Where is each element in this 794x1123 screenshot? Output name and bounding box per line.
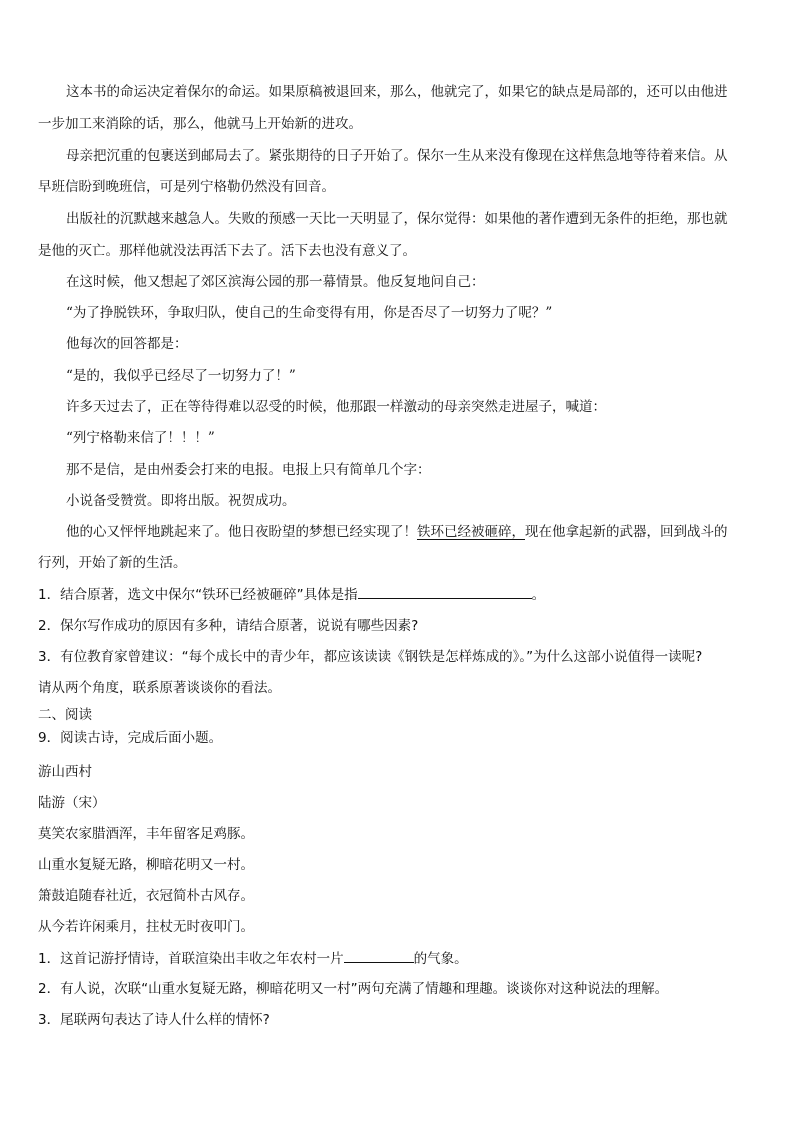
story-p1-line1: 这本书的命运决定着保尔的命运。如果原稿被退回来，那么，他就完了，如果它的缺点是局部的，还可以由他进 bbox=[66, 84, 728, 100]
story-p7-quote: “是的，我似乎已经尽了一切努力了！” bbox=[66, 368, 296, 384]
question-a3-line1: 3．有位教育家曾建议：“每个成长中的青少年，都应该读读《钢铁是怎样炼成的》。”为什么这部小说值得一读呢? bbox=[38, 649, 703, 665]
story-p11-telegram: 小说备受赞赏。即将出版。祝贺成功。 bbox=[66, 493, 296, 509]
poem-author: 陆游（宋） bbox=[38, 795, 106, 811]
story-p5-quote: “为了挣脱铁环，争取归队，使自己的生命变得有用，你是否尽了一切努力了呢？” bbox=[66, 305, 553, 321]
question-a2: 2．保尔写作成功的原因有多种，请结合原著，说说有哪些因素? bbox=[38, 618, 419, 634]
story-p4: 在这时候，他又想起了郊区滨海公园的那一幕情景。他反复地问自己： bbox=[66, 274, 485, 290]
section-heading: 二、阅读 bbox=[38, 707, 92, 723]
question-a3-line2: 请从两个角度，联系原著谈谈你的看法。 bbox=[38, 680, 281, 696]
answer-blank-a1[interactable] bbox=[358, 584, 532, 599]
story-p9-quote: “列宁格勒来信了！！！” bbox=[66, 430, 215, 446]
story-p10: 那不是信，是由州委会打来的电报。电报上只有简单几个字： bbox=[66, 462, 431, 478]
question-b1 bbox=[38, 948, 758, 969]
answer-blank-b1[interactable] bbox=[344, 948, 414, 963]
question-a1 bbox=[38, 584, 758, 605]
story-p12-text-a: 他的心又怦怦地跳起来了。他日夜盼望的梦想已经实现了！ bbox=[66, 524, 417, 540]
story-p2-line1: 母亲把沉重的包裹送到邮局去了。紧张期待的日子开始了。保尔一生从来没有像现在这样焦急地等待着来信。从 bbox=[66, 148, 728, 164]
story-p12-text-b: 现在他拿起新的武器，回到战斗的 bbox=[525, 524, 728, 540]
story-p8: 许多天过去了，正在等待得难以忍受的时候，他那跟一样激动的母亲突然走进屋子，喊道： bbox=[66, 399, 606, 415]
story-p6: 他每次的回答都是： bbox=[66, 336, 188, 352]
poem-line-3: 箫鼓追随春社近，衣冠简朴古风存。 bbox=[38, 888, 254, 904]
question-b1-text: 1．这首记游抒情诗，首联渲染出丰收之年农村一片 bbox=[38, 951, 344, 967]
question-9-prompt: 9．阅读古诗，完成后面小题。 bbox=[38, 730, 223, 746]
story-p12-underlined-phrase: 铁环已经被砸碎， bbox=[417, 524, 525, 540]
story-p12-line1 bbox=[66, 522, 758, 542]
poem-line-2: 山重水复疑无路，柳暗花明又一村。 bbox=[38, 857, 254, 873]
story-p12-line2: 行列，开始了新的生活。 bbox=[38, 555, 187, 571]
story-p3-line1: 出版社的沉默越来越急人。失败的预感一天比一天明显了，保尔觉得：如果他的著作遭到无条件的拒绝，那也就 bbox=[66, 211, 728, 227]
poem-title: 游山西村 bbox=[38, 764, 92, 780]
story-p1-line2: 一步加工来消除的话，那么，他就马上开始新的进攻。 bbox=[38, 116, 362, 132]
poem-line-1: 莫笑农家腊酒浑，丰年留客足鸡豚。 bbox=[38, 826, 254, 842]
question-a1-end: 。 bbox=[531, 587, 546, 603]
question-b3: 3．尾联两句表达了诗人什么样的情怀? bbox=[38, 1012, 270, 1028]
question-a1-text: 1．结合原著，选文中保尔“铁环已经被砸碎”具体是指 bbox=[38, 587, 358, 603]
story-p2-line2: 早班信盼到晚班信，可是列宁格勒仍然没有回音。 bbox=[38, 179, 335, 195]
poem-line-4: 从今若许闲乘月，拄杖无时夜叩门。 bbox=[38, 919, 254, 935]
question-b1-end: 的气象。 bbox=[413, 951, 468, 967]
story-p3-line2: 是他的灭亡。那样他就没法再活下去了。活下去也没有意义了。 bbox=[38, 243, 416, 259]
question-b2: 2．有人说，次联“山重水复疑无路，柳暗花明又一村”两句充满了情趣和理趣。谈谈你对这种说法的理解。 bbox=[38, 981, 669, 997]
